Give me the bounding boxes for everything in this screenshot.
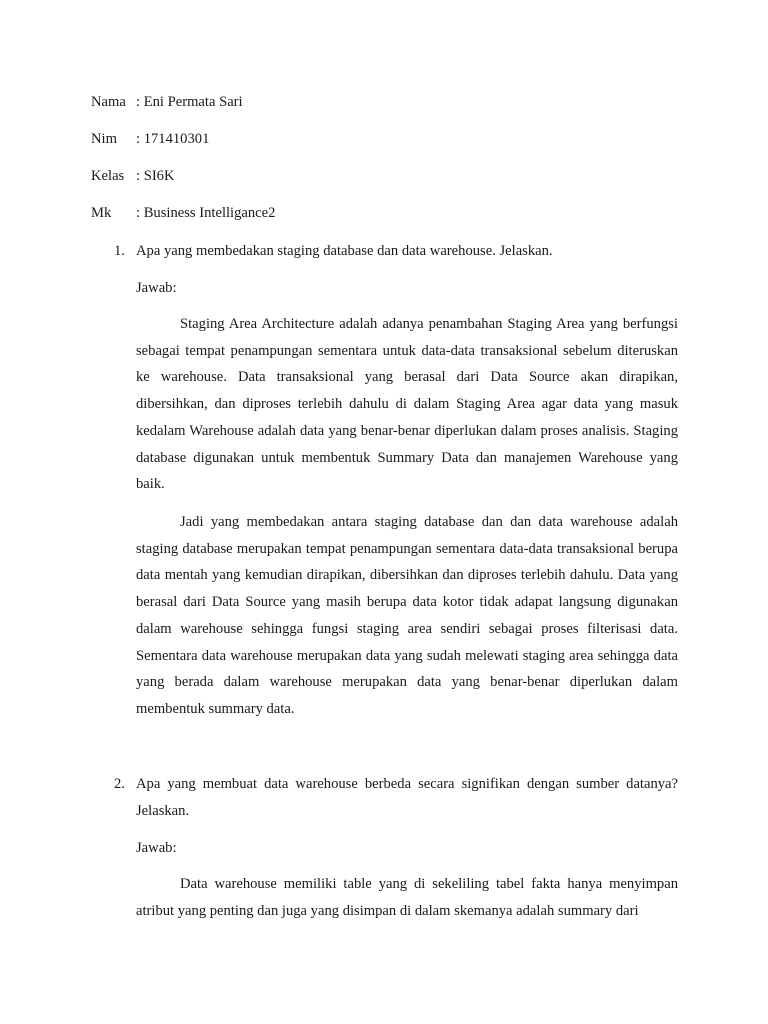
nim-value: : 171410301 <box>136 131 210 147</box>
name-row <box>91 92 243 112</box>
answer-paragraph: Staging Area Architecture adalah adanya penambahan Staging Area yang berfungsi sebagai tempat penampungan sementara untuk data-data transaksional sebelum diteruskan ke warehouse. Data transaksional yang berasal dari Data Source akan dirapikan, dibersihkan, dan diproses terlebih dahulu di dalam Staging Area agar data yang masuk kedalam Warehouse adalah data yang benar-benar diperlukan dalam proses analisis. Staging database digunakan untuk membentuk Summary Data dan manajemen Warehouse yang baik. <box>136 316 678 493</box>
nim-row <box>91 129 209 149</box>
question-text: Apa yang membedakan staging database dan data warehouse. Jelaskan. <box>136 243 553 259</box>
question-1 <box>114 238 678 265</box>
answer-label: Jawab: <box>136 280 177 296</box>
answer-label: Jawab: <box>136 840 177 856</box>
question-number: 2. <box>114 776 125 792</box>
kelas-row <box>91 166 175 186</box>
answer-paragraph: Data warehouse memiliki table yang di sekeliling tabel fakta hanya menyimpan atribut yang penting dan juga yang disimpan di dalam skemanya adalah summary dari <box>136 876 678 919</box>
kelas-value: : SI6K <box>136 168 175 184</box>
name-value: : Eni Permata Sari <box>136 94 243 110</box>
name-label: Nama <box>91 94 126 110</box>
answer-paragraph: Jadi yang membedakan antara staging database dan dan data warehouse adalah staging database merupakan tempat penampungan sementara data-data transaksional berupa data mentah yang kemudian dirapikan, dibersihkan dan diproses terlebih dahulu. Data yang berasal dari Data Source yang masih berupa data kotor tidak adapat langsung digunakan dalam warehouse sehingga fungsi staging area sendiri sebagai proses filterisasi data. Sementara data warehouse merupakan data yang sudah melewati staging area sehingga data yang berada dalam warehouse merupakan data yang benar-benar diperlukan dalam membentuk summary data. <box>136 514 678 717</box>
mk-row <box>91 203 275 223</box>
kelas-label: Kelas <box>91 168 125 184</box>
nim-label: Nim <box>91 131 117 147</box>
question-number: 1. <box>114 243 125 259</box>
question-text: Apa yang membuat data warehouse berbeda secara signifikan dengan sumber datanya? Jelaskan. <box>136 776 678 819</box>
mk-label: Mk <box>91 205 112 221</box>
mk-value: : Business Intelligance2 <box>136 205 276 221</box>
question-2 <box>114 771 678 824</box>
